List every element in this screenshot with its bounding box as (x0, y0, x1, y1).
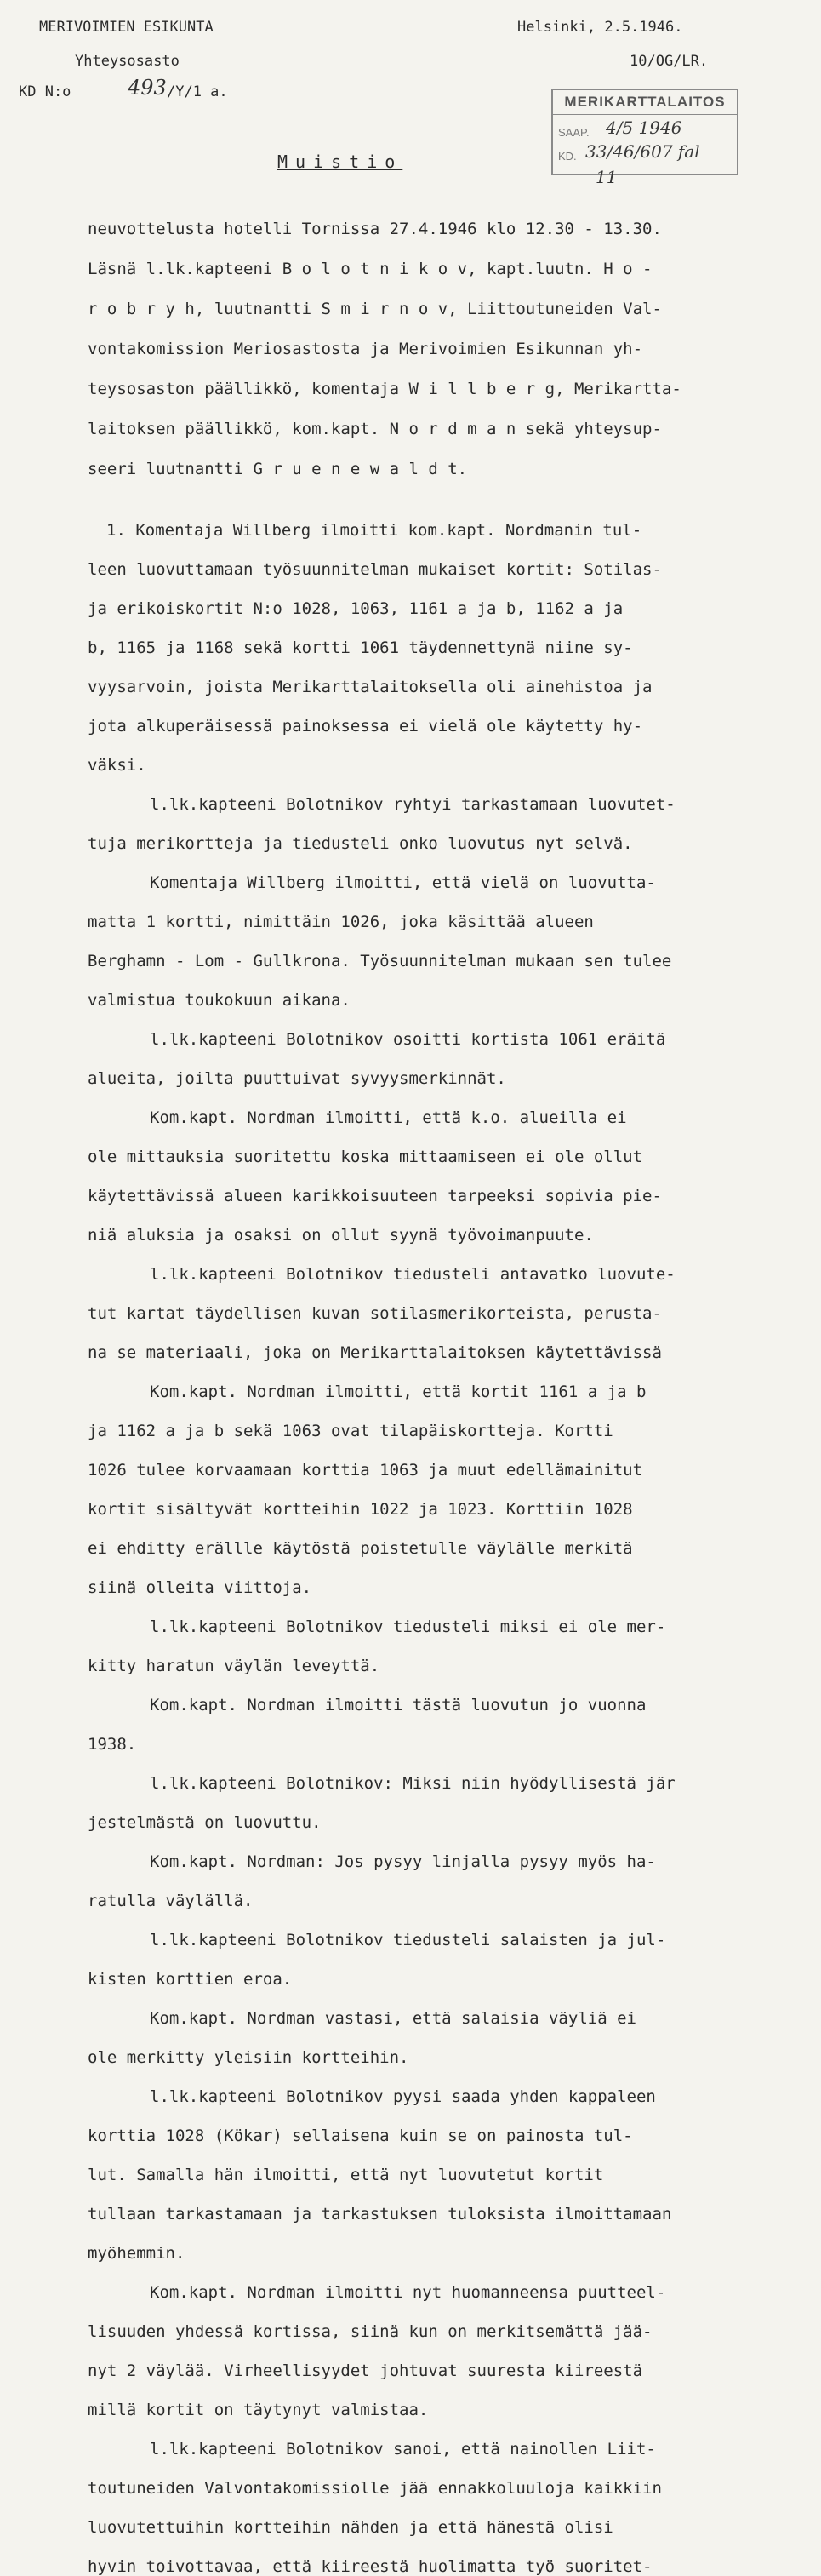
text-line: Kom.kapt. Nordman ilmoitti nyt huomanneensa puutteel- (150, 2283, 666, 2302)
text-line: neuvottelusta hotelli Tornissa 27.4.1946 klo 12.30 - 13.30. (88, 220, 662, 238)
stamp-saap-label: SAAP. (558, 126, 590, 139)
text-line: vontakomission Meriosastosta ja Merivoimien Esikunnan yh- (88, 340, 643, 358)
text-line: jota alkuperäisessä painoksessa ei vielä ole käytetty hy- (88, 717, 643, 736)
text-line: matta 1 kortti, nimittäin 1026, joka käsittää alueen (88, 913, 594, 931)
text-line: 1938. (88, 1735, 137, 1754)
received-stamp (551, 89, 738, 175)
text-line: siinä olleita viittoja. (88, 1578, 312, 1597)
text-line: myöhemmin. (88, 2244, 185, 2263)
text-line: ratulla väylällä. (88, 1892, 254, 1910)
text-line: l.lk.kapteeni Bolotnikov: Miksi niin hyödyllisestä jär (150, 1774, 676, 1793)
text-line: ole merkitty yleisiin kortteihin. (88, 2048, 409, 2067)
text-line: l.lk.kapteeni Bolotnikov sanoi, että nainollen Liit- (150, 2440, 656, 2459)
ref-suffix: /Y/1 a. (167, 83, 228, 100)
text-line: Läsnä l.lk.kapteeni B o l o t n i k o v, kapt.luutn. H o - (88, 260, 653, 278)
ref-number-handwritten: 493 (128, 76, 167, 100)
memo-title: Muistio (277, 152, 403, 172)
file-code: 10/OG/LR. (630, 53, 709, 70)
text-line: ole mittauksia suoritettu koska mittaamiseen ei ole ollut (88, 1148, 643, 1166)
text-line: Kom.kapt. Nordman ilmoitti, että k.o. alueilla ei (150, 1108, 627, 1127)
text-line: Komentaja Willberg ilmoitti, että vielä on luovutta- (150, 873, 656, 892)
text-line: Kom.kapt. Nordman: Jos pysyy linjalla pysyy myös ha- (150, 1852, 656, 1871)
text-line: lut. Samalla hän ilmoitti, että nyt luovutetut kortit (88, 2166, 604, 2184)
stamp-title: MERIKARTTALAITOS (553, 94, 737, 115)
org-name: MERIVOIMIEN ESIKUNTA (39, 19, 214, 36)
text-line: laitoksen päällikkö, kom.kapt. N o r d m a n sekä yhteysup- (88, 420, 662, 438)
text-line: r o b r y h, luutnantti S m i r n o v, Liittoutuneiden Val- (88, 300, 662, 318)
text-line: b, 1165 ja 1168 sekä kortti 1061 täydennettynä niine sy- (88, 638, 633, 657)
text-line: tut kartat täydellisen kuvan sotilasmerikorteista, perusta- (88, 1304, 662, 1323)
stamp-note: 11 (596, 167, 618, 187)
text-line: vyysarvoin, joista Merikarttalaitoksella oli ainehistoa ja (88, 678, 653, 696)
text-line: ja 1162 a ja b sekä 1063 ovat tilapäiskortteja. Kortti (88, 1422, 613, 1440)
text-line: l.lk.kapteeni Bolotnikov tiedusteli antavatko luovute- (150, 1265, 676, 1284)
text-line: kisten korttien eroa. (88, 1970, 293, 1989)
text-line: toutuneiden Valvontakomissiolle jää ennakkoluuloja kaikkiin (88, 2479, 662, 2498)
text-line: teysosaston päällikkö, komentaja W i l l b e r g, Merikartta- (88, 380, 681, 398)
text-line: l.lk.kapteeni Bolotnikov pyysi saada yhden kappaleen (150, 2087, 656, 2106)
text-line: jestelmästä on luovuttu. (88, 1813, 322, 1832)
text-line: leen luovuttamaan työsuunnitelman mukaiset kortit: Sotilas- (88, 560, 662, 579)
text-line: alueita, joilta puuttuivat syvyysmerkinnät. (88, 1069, 506, 1088)
text-line: ei ehditty erällle käytöstä poistetulle väylälle merkitä (88, 1539, 633, 1558)
text-line: Kom.kapt. Nordman vastasi, että salaisia väyliä ei (150, 2009, 636, 2028)
stamp-kd-value: 33/46/607 fal (585, 141, 700, 162)
text-line: Berghamn - Lom - Gullkrona. Työsuunnitelman mukaan sen tulee (88, 952, 672, 970)
text-line: kortit sisältyvät kortteihin 1022 ja 1023. Korttiin 1028 (88, 1500, 633, 1519)
text-line: tuja merikortteja ja tiedusteli onko luovutus nyt selvä. (88, 834, 633, 853)
department: Yhteysosasto (75, 53, 180, 70)
text-line: lisuuden yhdessä kortissa, siinä kun on merkitsemättä jää- (88, 2322, 653, 2341)
text-line: luovutettuihin kortteihin nähden ja että hänestä olisi (88, 2518, 613, 2537)
text-line: kitty haratun väylän leveyttä. (88, 1657, 380, 1675)
stamp-saap-value: 4/5 1946 (606, 117, 682, 138)
text-line: niä aluksia ja osaksi on ollut syynä työvoimanpuute. (88, 1226, 594, 1245)
text-line: ja erikoiskortit N:o 1028, 1063, 1161 a ja b, 1162 a ja (88, 599, 624, 618)
text-line: valmistua toukokuun aikana. (88, 991, 351, 1010)
text-line: nyt 2 väylää. Virheellisyydet johtuvat suuresta kiireestä (88, 2361, 643, 2380)
text-line: l.lk.kapteeni Bolotnikov osoitti kortista 1061 eräitä (150, 1030, 666, 1049)
text-line: hyvin toivottavaa, että kiireestä huolimatta työ suoritet- (88, 2557, 653, 2576)
text-line: tullaan tarkastamaan ja tarkastuksen tuloksista ilmoittamaan (88, 2205, 672, 2224)
text-line: l.lk.kapteeni Bolotnikov tiedusteli miksi ei ole mer- (150, 1617, 666, 1636)
text-line: Kom.kapt. Nordman ilmoitti, että kortit 1161 a ja b (150, 1382, 647, 1401)
text-line: korttia 1028 (Kökar) sellaisena kuin se on painosta tul- (88, 2127, 633, 2145)
stamp-kd-label: KD. (558, 150, 577, 163)
text-line: seeri luutnantti G r u e n e w a l d t. (88, 460, 468, 478)
text-line: Kom.kapt. Nordman ilmoitti tästä luovutun jo vuonna (150, 1696, 647, 1714)
place-date: Helsinki, 2.5.1946. (517, 19, 683, 36)
text-line: 1026 tulee korvaamaan korttia 1063 ja muut edellämainitut (88, 1461, 643, 1480)
text-line: väksi. (88, 756, 146, 775)
text-line: käytettävissä alueen karikkoisuuteen tarpeeksi sopivia pie- (88, 1187, 662, 1205)
text-line: l.lk.kapteeni Bolotnikov ryhtyi tarkastamaan luovutet- (150, 795, 676, 814)
text-line: 1. Komentaja Willberg ilmoitti kom.kapt. Nordmanin tul- (106, 521, 642, 540)
text-line: millä kortit on täytynyt valmistaa. (88, 2401, 429, 2419)
text-line: na se materiaali, joka on Merikarttalaitoksen käytettävissä (88, 1343, 662, 1362)
text-line: l.lk.kapteeni Bolotnikov tiedusteli salaisten ja jul- (150, 1931, 666, 1949)
ref-prefix: KD N:o (19, 83, 71, 100)
